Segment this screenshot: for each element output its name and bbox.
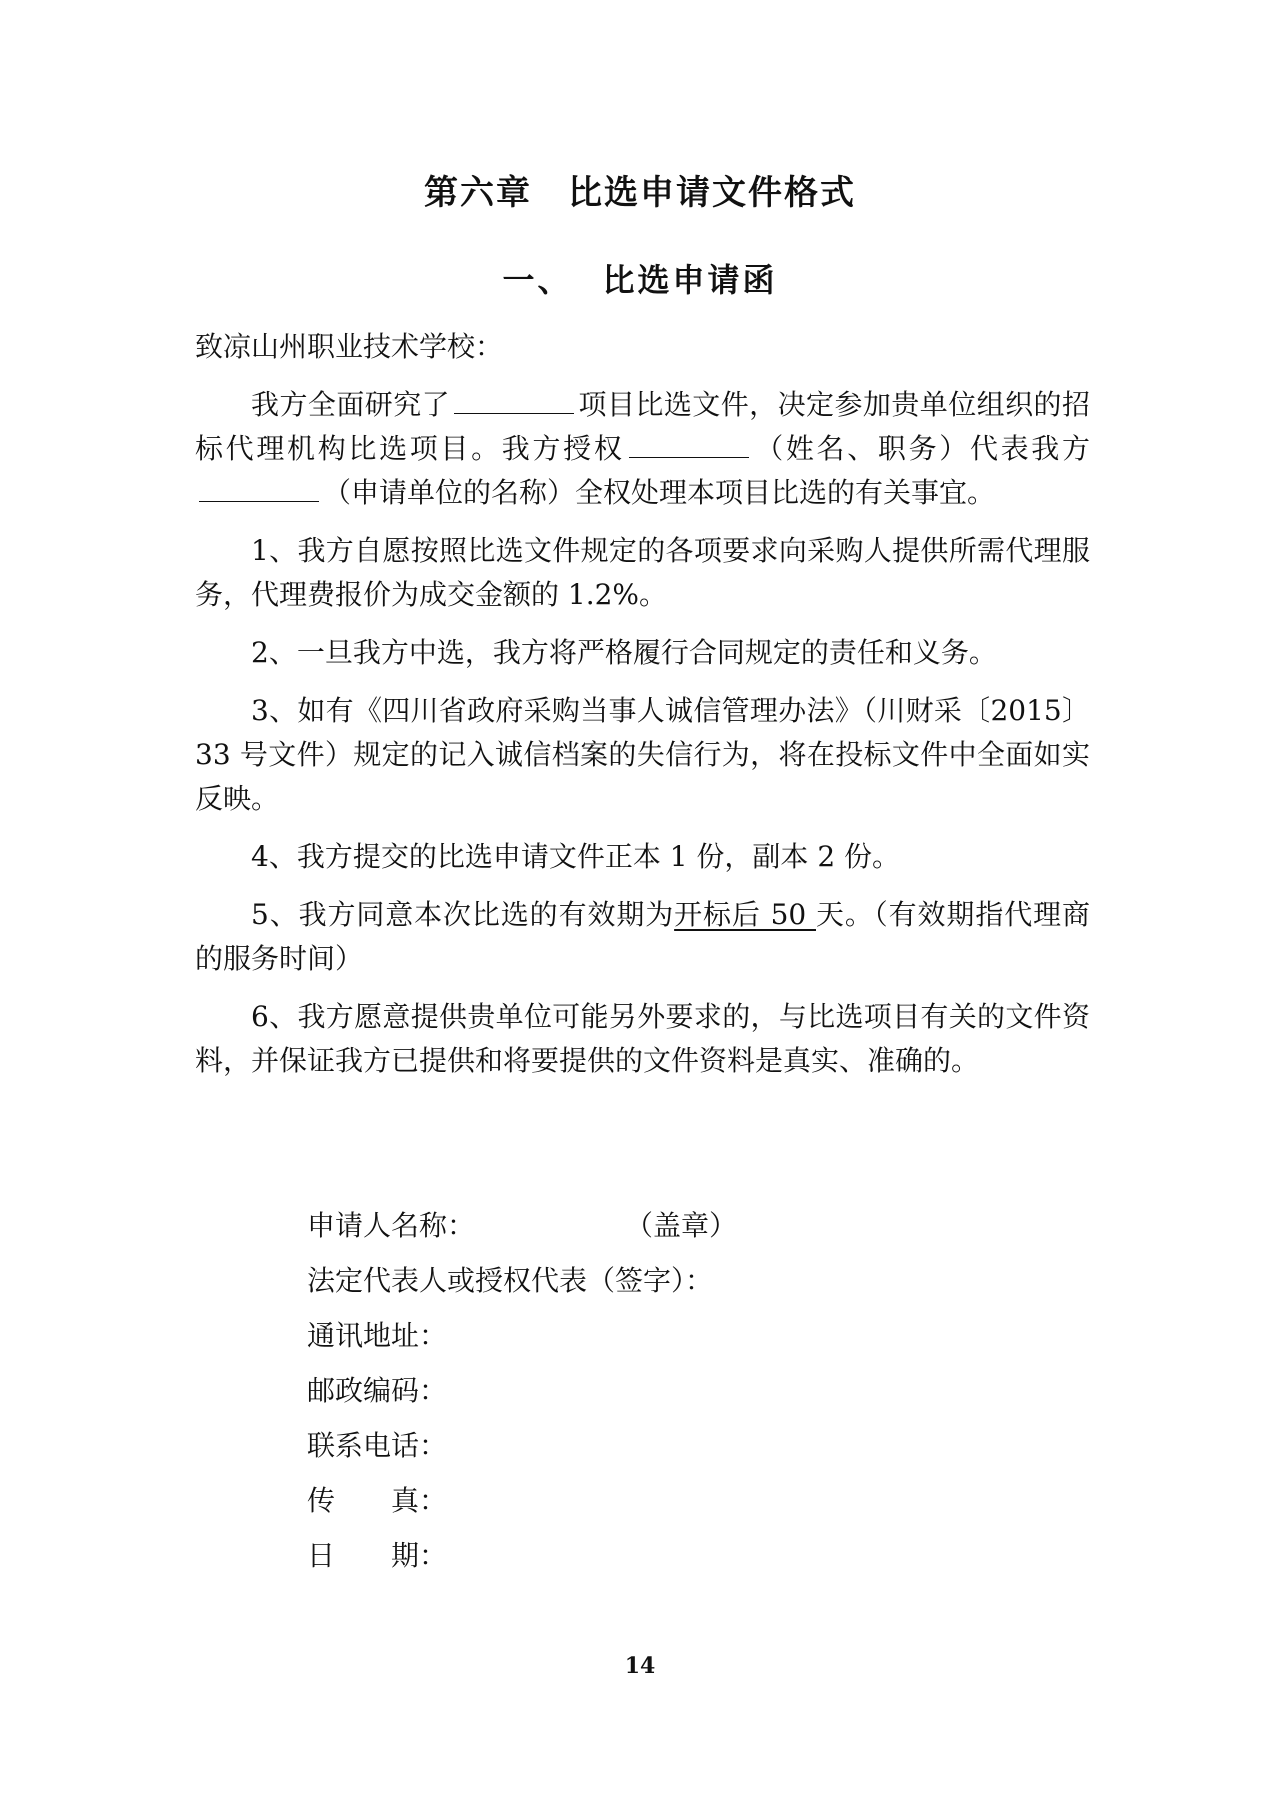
item-5: 5、我方同意本次比选的有效期为开标后 50 天。（有效期指代理商的服务时间）	[195, 898, 1090, 975]
address-line: 通讯地址：	[307, 1319, 448, 1352]
section-title	[0, 255, 1280, 301]
section-name: 比选申请函	[602, 261, 778, 299]
seal-label: （盖章）	[625, 1209, 738, 1242]
section-number: 一、	[502, 261, 573, 299]
chapter-name: 比选申请文件格式	[568, 173, 856, 213]
project-name-blank	[454, 383, 574, 414]
signature-block	[307, 1198, 737, 1583]
applicant-name-blank	[199, 471, 319, 502]
validity-period: 开标后 50	[674, 898, 816, 931]
item-2: 2、一旦我方中选，我方将严格履行合同规定的责任和义务。	[251, 636, 997, 669]
addressee: 致凉山州职业技术学校：	[195, 330, 504, 363]
date-line: 日 期：	[307, 1539, 448, 1572]
authorized-person-blank	[629, 427, 749, 458]
representative-line: 法定代表人或授权代表（签字）：	[307, 1264, 714, 1297]
item-3: 3、如有《四川省政府采购当事人诚信管理办法》（川财采〔2015〕33 号文件）规定的记入诚信档案的失信行为，将在投标文件中全面如实反映。	[195, 694, 1090, 815]
intro-paragraph: 我方全面研究了 项目比选文件，决定参加贵单位组织的招标代理机构比选项目。我方授权 （姓名、职务）代表我方（申请单位的名称）全权处理本项目比选的有关事宜。	[195, 383, 1090, 515]
item-6: 6、我方愿意提供贵单位可能另外要求的，与比选项目有关的文件资料，并保证我方已提供和将要提供的文件资料是真实、准确的。	[195, 1000, 1090, 1077]
page-number: 14	[624, 1653, 656, 1679]
item-4: 4、我方提交的比选申请文件正本 1 份，副本 2 份。	[251, 840, 901, 873]
item-1: 1、我方自愿按照比选文件规定的各项要求向采购人提供所需代理服务，代理费报价为成交金额的 1.2%。	[195, 534, 1090, 611]
letter-body	[195, 325, 1090, 1097]
postcode-line: 邮政编码：	[307, 1374, 448, 1407]
fax-line: 传 真：	[307, 1484, 448, 1517]
applicant-line: 申请人名称： （盖章）	[307, 1198, 737, 1253]
phone-line: 联系电话：	[307, 1429, 448, 1462]
chapter-number: 第六章	[424, 173, 532, 213]
chapter-title	[0, 165, 1280, 214]
